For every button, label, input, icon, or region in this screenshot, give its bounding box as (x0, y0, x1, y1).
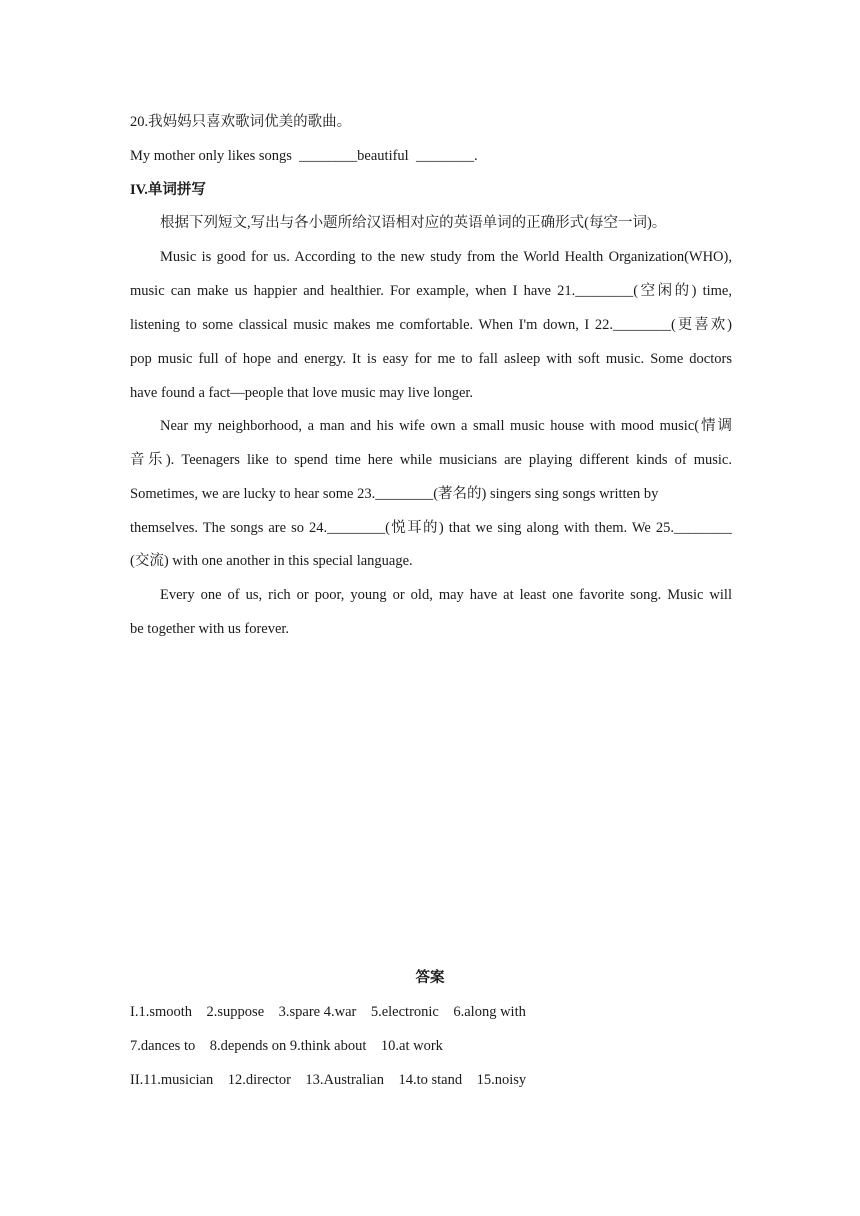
answer-line: I.1.smooth 2.suppose 3.spare 4.war 5.electronic 6.along with (130, 1004, 526, 1020)
paragraph-line: have found a fact—people that love music may live longer. (130, 385, 474, 401)
paragraph-line: 音乐). Teenagers like to spend time here while musicians are playing different kinds of music. (130, 452, 732, 468)
paragraph-line: themselves. The songs are so 24.________(悦耳的) that we sing along with them. We 25.________ (130, 520, 732, 536)
paragraph-line: pop music full of hope and energy. It is easy for me to fall asleep with soft music. Some doctors (130, 351, 732, 367)
paragraph-line: Sometimes, we are lucky to hear some 23.________(著名的) singers sing songs written by (130, 486, 659, 502)
paragraph-line: music can make us happier and healthier. For example, when I have 21.________(空闲的) time, (130, 283, 732, 299)
answer-line: 7.dances to 8.depends on 9.think about 10.at work (130, 1038, 443, 1054)
paragraph-line: (交流) with one another in this special language. (130, 553, 413, 569)
q20-chinese: 20.我妈妈只喜欢歌词优美的歌曲。 (130, 114, 352, 130)
paragraph-line: Every one of us, rich or poor, young or old, may have at least one favorite song. Music will (160, 587, 732, 603)
section-heading: IV.单词拼写 (130, 182, 206, 198)
section-instruction: 根据下列短文,写出与各小题所给汉语相对应的英语单词的正确形式(每空一词)。 (160, 215, 667, 231)
answers-heading: 答案 (415, 970, 445, 986)
paragraph-line: Music is good for us. According to the new study from the World Health Organization(WHO), (160, 249, 732, 265)
q20-english: My mother only likes songs ________beautiful ________. (130, 148, 478, 164)
answer-line: II.11.musician 12.director 13.Australian 14.to stand 15.noisy (130, 1072, 527, 1088)
paragraph-line: be together with us forever. (130, 621, 290, 637)
paragraph-line: listening to some classical music makes me comfortable. When I'm down, I 22.________(更喜欢) (130, 317, 732, 333)
paragraph-line: Near my neighborhood, a man and his wife own a small music house with mood music(情调 (160, 418, 732, 434)
